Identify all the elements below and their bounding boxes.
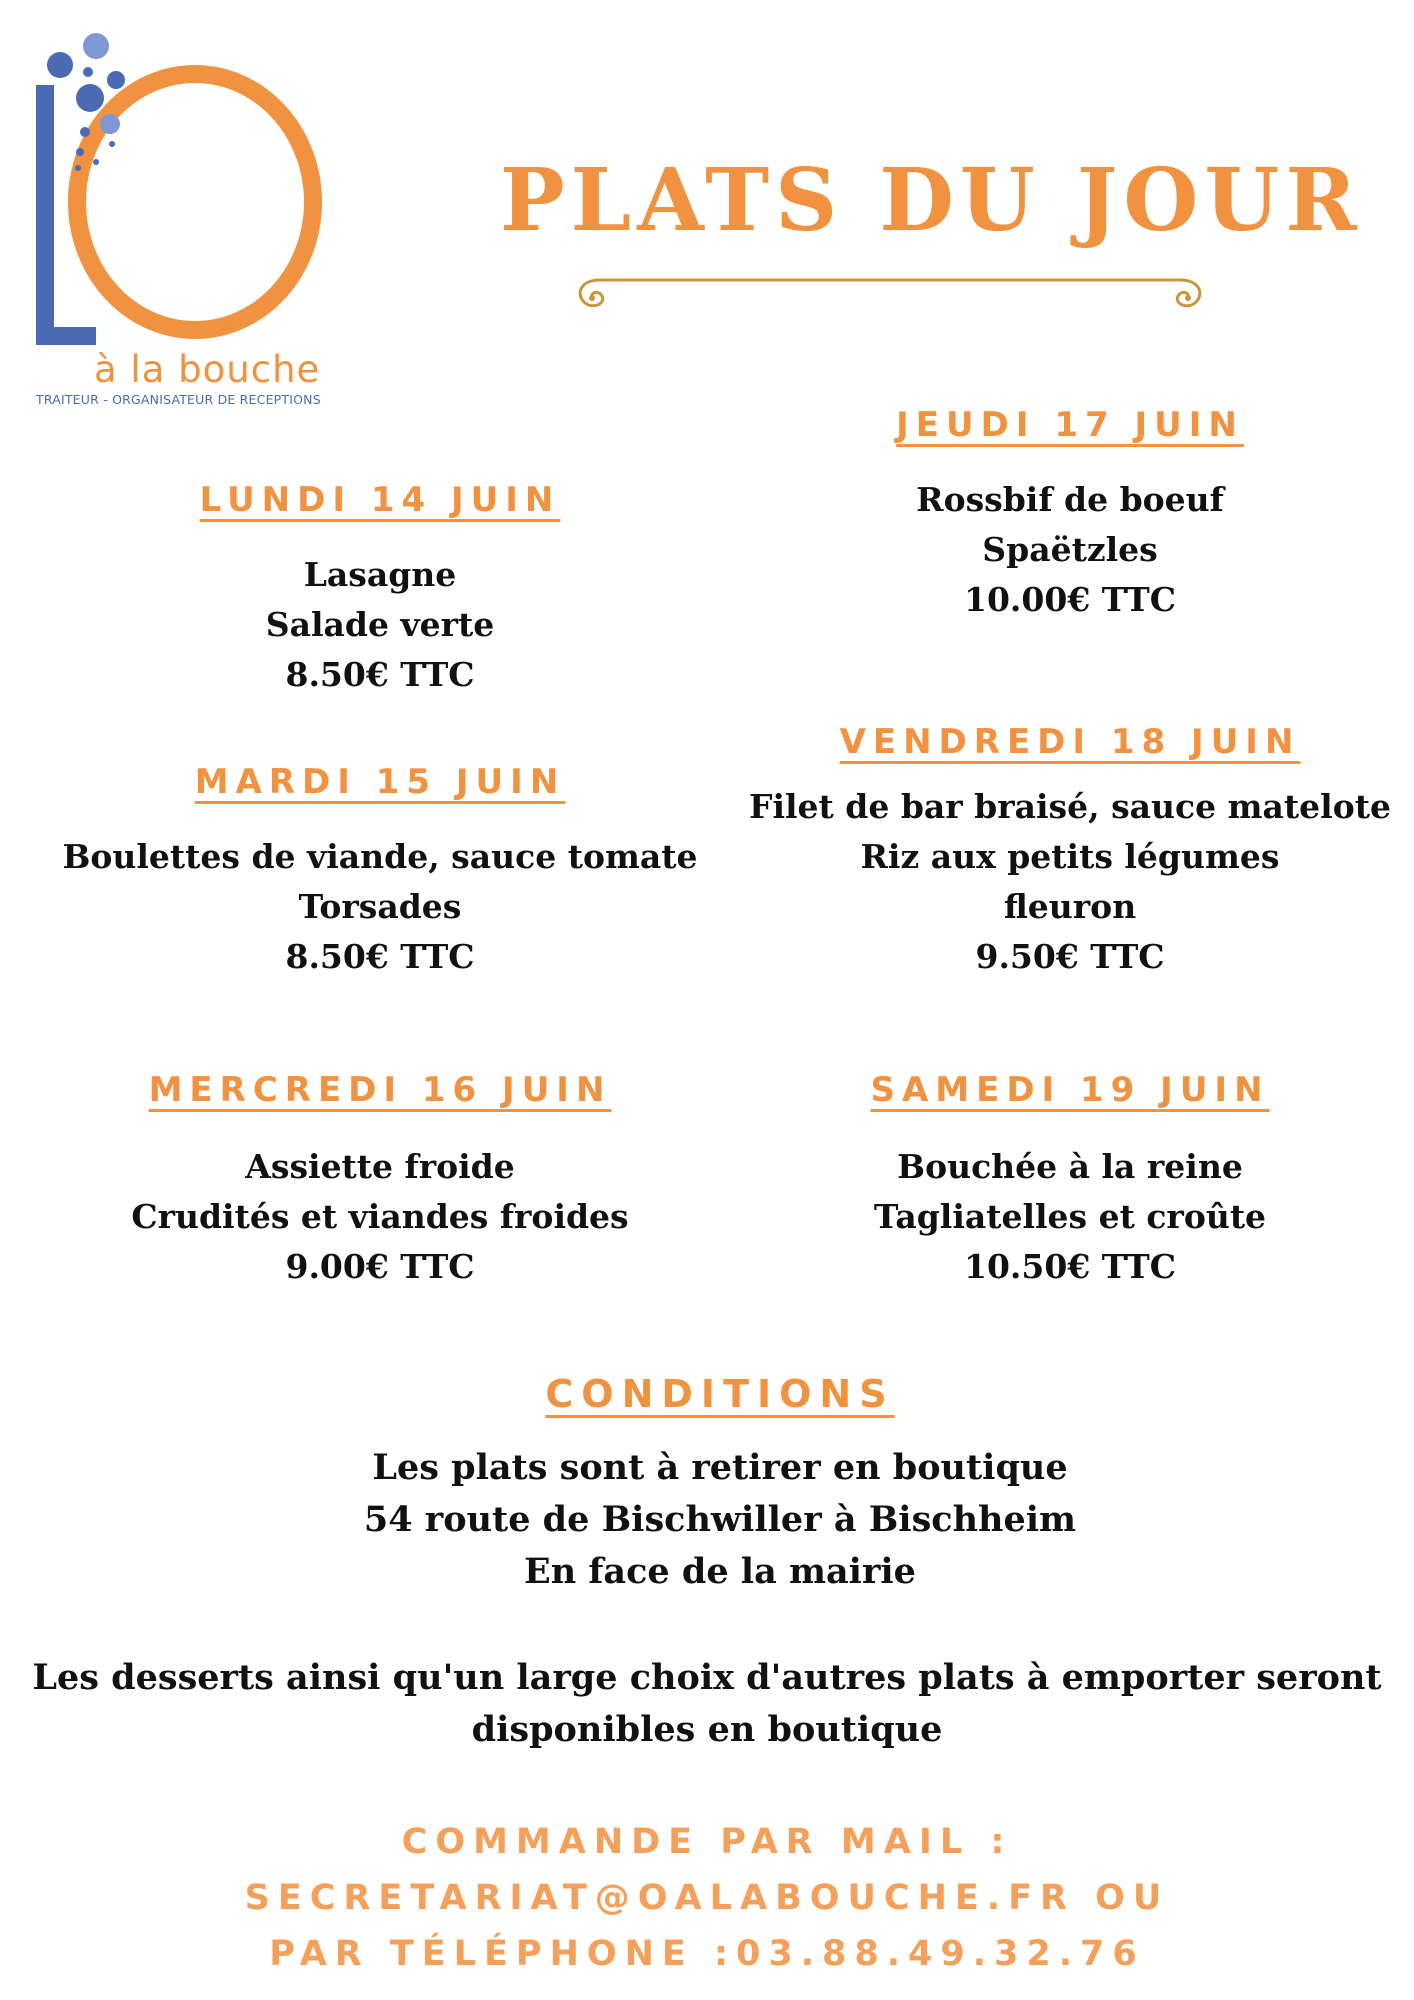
dish-line: Boulettes de viande, sauce tomate [62,837,698,876]
dish-line: fleuron [1003,887,1137,926]
title-ornament-divider [570,272,1210,322]
logo-bubble [80,127,90,137]
logo-bubble [83,33,109,59]
day-heading: MARDI 15 JUIN [194,762,566,802]
dish-line: Rossbif de boeuf [916,480,1224,519]
dish-line: Salade verte [265,605,495,644]
logo-bubble [93,159,99,165]
day-heading: VENDREDI 18 JUIN [839,722,1301,762]
logo-bubble [100,114,120,134]
logo-bubble [83,67,93,77]
logo-letter-l [36,85,54,345]
price: 10.50€ TTC [964,1247,1176,1286]
dish-line: Spaëtzles [982,530,1158,569]
dish-line: Lasagne [303,555,457,594]
logo-bubble [76,148,84,156]
brand-name: à la bouche [94,348,321,391]
logo-letter-o [77,74,313,330]
logo-bubble [109,141,115,147]
logo-bubble [75,165,81,171]
day-tuesday [40,762,720,982]
logo-graphic [30,30,350,350]
day-heading: JEUDI 17 JUIN [896,405,1244,445]
price: 9.00€ TTC [285,1247,475,1286]
brand-tagline: TRAITEUR - ORGANISATEUR DE RECEPTIONS [36,392,321,407]
dish-line: Tagliatelles et croûte [873,1197,1267,1236]
day-saturday [740,1070,1400,1292]
desserts-note [20,1652,1394,1756]
order-email[interactable]: SECRETARIAT@OALABOUCHE.FR OU [244,1878,1170,1918]
dish-line: Assiette froide [245,1147,515,1186]
logo-bubble [47,52,73,78]
day-friday [740,722,1400,982]
condition-line: Les plats sont à retirer en boutique [372,1447,1068,1488]
order-contact [40,1814,1374,1982]
condition-line: 54 route de Bischwiller à Bischheim [363,1499,1077,1540]
dish-line: Filet de bar braisé, sauce matelote [749,787,1391,826]
price: 8.50€ TTC [285,655,475,694]
dish-line: Crudités et viandes froides [131,1197,629,1236]
day-thursday [740,405,1400,625]
logo-bubble [107,71,125,89]
dish-line: Bouchée à la reine [897,1147,1243,1186]
dish-line: Torsades [298,887,462,926]
order-phone[interactable]: PAR TÉLÉPHONE :03.88.49.32.76 [269,1934,1145,1974]
day-heading: MERCREDI 16 JUIN [148,1070,612,1110]
desserts-line: disponibles en boutique [471,1709,943,1750]
conditions-heading: CONDITIONS [545,1372,895,1416]
price: 8.50€ TTC [285,937,475,976]
day-wednesday [40,1070,720,1292]
day-monday [40,480,720,700]
day-heading: SAMEDI 19 JUIN [870,1070,1270,1110]
logo-letter-l-foot [36,327,96,345]
brand-logo [30,30,350,410]
page-title: PLATS DU JOUR [500,150,1363,251]
day-heading: LUNDI 14 JUIN [199,480,561,520]
logo-bubble [76,84,104,112]
price: 9.50€ TTC [975,937,1165,976]
dish-line: Riz aux petits légumes [860,837,1280,876]
condition-line: En face de la mairie [524,1551,916,1592]
price: 10.00€ TTC [964,580,1176,619]
order-heading: COMMANDE PAR MAIL : [401,1822,1013,1862]
desserts-line: Les desserts ainsi qu'un large choix d'autres plats à emporter seront [32,1657,1382,1698]
conditions-section [340,1372,1100,1598]
